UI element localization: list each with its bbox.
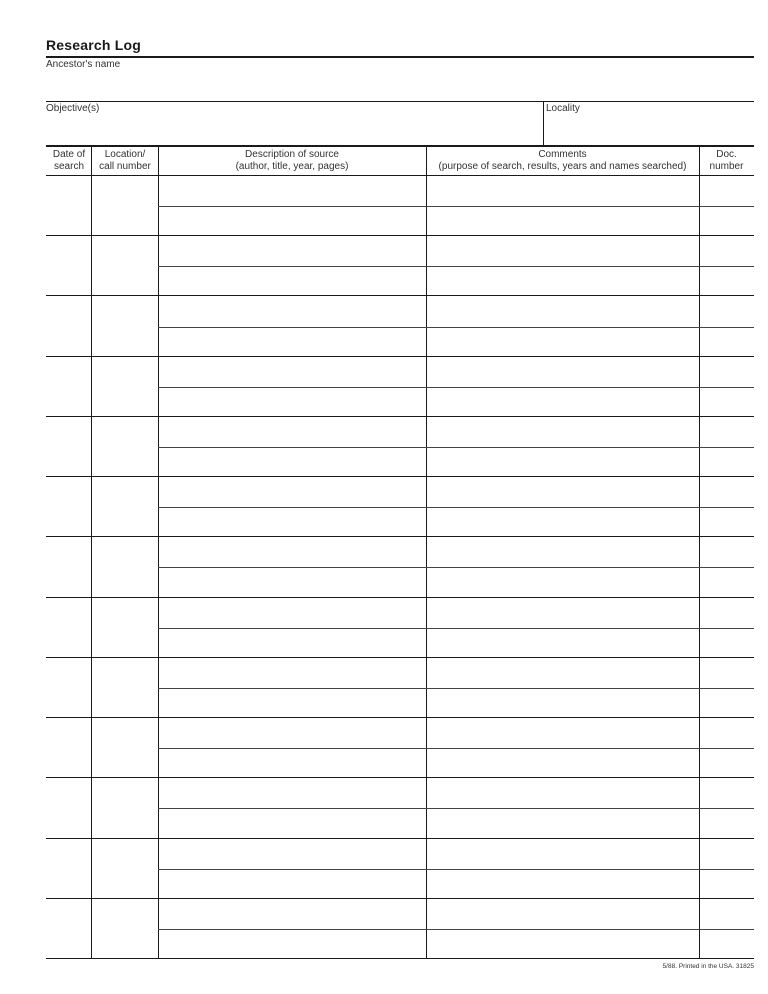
row-mid-rule [158,507,754,508]
row-mid-rule [158,266,754,267]
col-header-comments-line1: Comments [538,149,587,160]
objective-label: Objective(s) [46,103,100,114]
log-entry-row[interactable] [0,778,768,838]
print-info: 5/88. Printed in the USA. 31825 [662,963,754,970]
table-top-rule [46,145,754,147]
row-bottom-rule [46,958,754,959]
log-entry-row[interactable] [0,236,768,296]
row-mid-rule [158,387,754,388]
log-entry-row[interactable] [0,477,768,537]
col-header-date [46,149,92,173]
col-header-comments-line2: (purpose of search, results, years and names searched) [438,161,687,172]
row-mid-rule [158,748,754,749]
form-title: Research Log [46,37,141,53]
ancestor-name-field[interactable] [46,58,754,100]
col-header-date-line1: Date of [52,149,86,160]
col-header-date-line2: search [53,161,84,172]
ancestor-name-label: Ancestor's name [46,59,121,70]
row-mid-rule [158,447,754,448]
col-header-doc-number-line1: Doc. [716,149,737,160]
log-entry-row[interactable] [0,417,768,477]
log-entry-row[interactable] [0,296,768,356]
objective-field[interactable] [46,102,543,145]
row-mid-rule [158,206,754,207]
row-mid-rule [158,688,754,689]
log-entry-row[interactable] [0,658,768,718]
col-header-comments [426,149,699,173]
log-entry-row[interactable] [0,357,768,417]
row-mid-rule [158,929,754,930]
col-header-doc-number [699,149,754,173]
row-mid-rule [158,628,754,629]
row-mid-rule [158,327,754,328]
log-entry-row[interactable] [0,598,768,658]
log-entry-row[interactable] [0,176,768,236]
col-header-location-line2: call number [99,161,151,172]
row-mid-rule [158,869,754,870]
row-mid-rule [158,567,754,568]
col-header-location [92,149,158,173]
log-entry-row[interactable] [0,839,768,899]
log-entry-row[interactable] [0,718,768,778]
col-header-doc-number-line2: number [709,161,744,172]
row-mid-rule [158,808,754,809]
col-header-description [158,149,426,173]
locality-label: Locality [546,103,580,114]
col-header-description-line1: Description of source [245,149,339,160]
locality-field[interactable] [544,102,754,145]
col-header-description-line2: (author, title, year, pages) [235,161,349,172]
col-header-location-line1: Location/ [104,149,146,160]
log-entry-row[interactable] [0,899,768,959]
log-entry-row[interactable] [0,537,768,597]
